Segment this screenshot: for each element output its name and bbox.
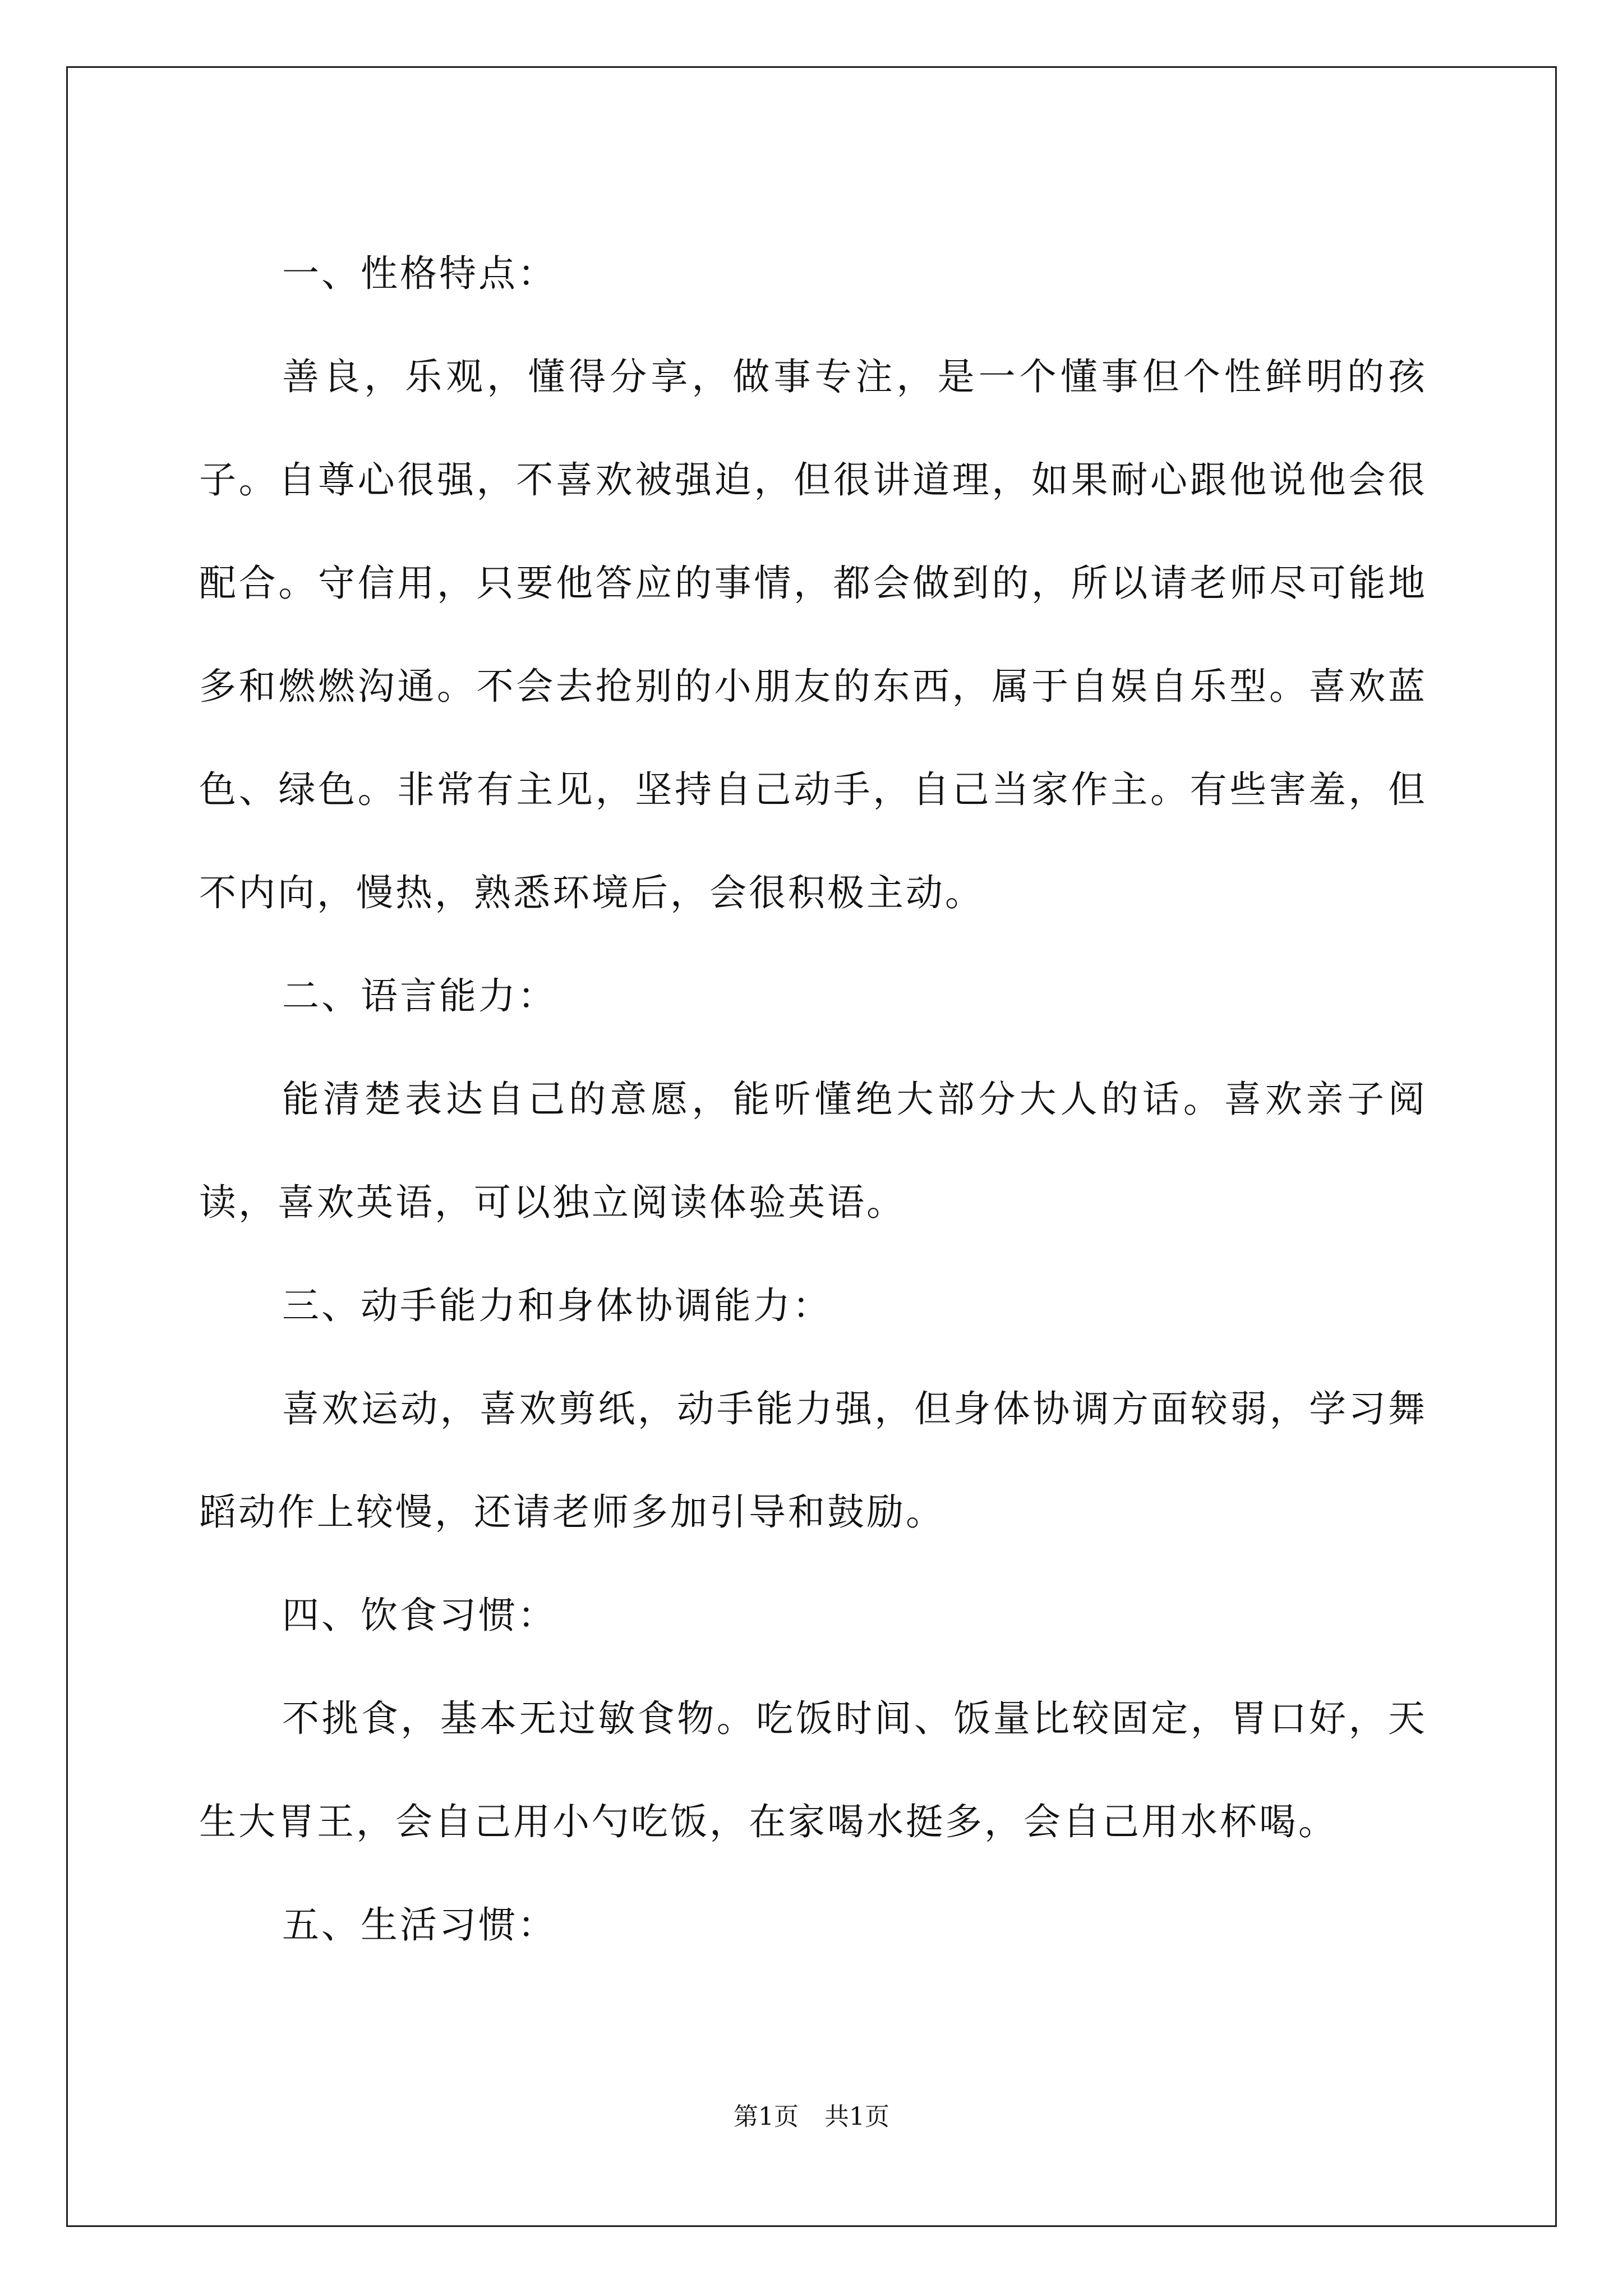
page-number-total: 共1页 — [824, 2102, 889, 2131]
section-body-eating-habits: 不挑食，基本无过敏食物。吃饭时间、饭量比较固定，胃口好，天生大胃王，会自己用小勺吃饭，在家喝水挺多，会自己用水杯喝。 — [199, 1697, 1427, 1843]
section-body-motor-skills: 喜欢运动，喜欢剪纸，动手能力强，但身体协调方面较弱，学习舞蹈动作上较慢，还请老师多加引导和鼓励。 — [199, 1387, 1427, 1534]
section-heading-living-habits: 五、生活习惯： — [282, 1903, 557, 1947]
section-body-personality: 善良，乐观，懂得分享，做事专注，是一个懂事但个性鲜明的孩子。自尊心很强，不喜欢被强迫，但很讲道理，如果耐心跟他说他会很配合。守信用，只要他答应的事情，都会做到的，所以请老师尽可能地多和燃燃沟通。不会去抢别的小朋友的东西，属于自娱自乐型。喜欢蓝色、绿色。非常有主见，坚持自己动手，自己当家作主。有些害羞，但不内向，慢热，熟悉环境后，会很积极主动。 — [199, 355, 1427, 914]
section-heading-language: 二、语言能力： — [282, 974, 557, 1018]
section-heading-personality: 一、性格特点： — [282, 252, 557, 295]
section-heading-eating-habits: 四、饮食习惯： — [282, 1594, 557, 1637]
page-footer — [0, 2100, 1623, 2134]
section-heading-motor-skills: 三、动手能力和身体协调能力： — [282, 1284, 832, 1327]
page-number-current: 第1页 — [734, 2102, 799, 2131]
section-body-language: 能清楚表达自己的意愿，能听懂绝大部分大人的话。喜欢亲子阅读，喜欢英语，可以独立阅读体验英语。 — [199, 1078, 1427, 1224]
document-body — [199, 222, 1427, 1977]
